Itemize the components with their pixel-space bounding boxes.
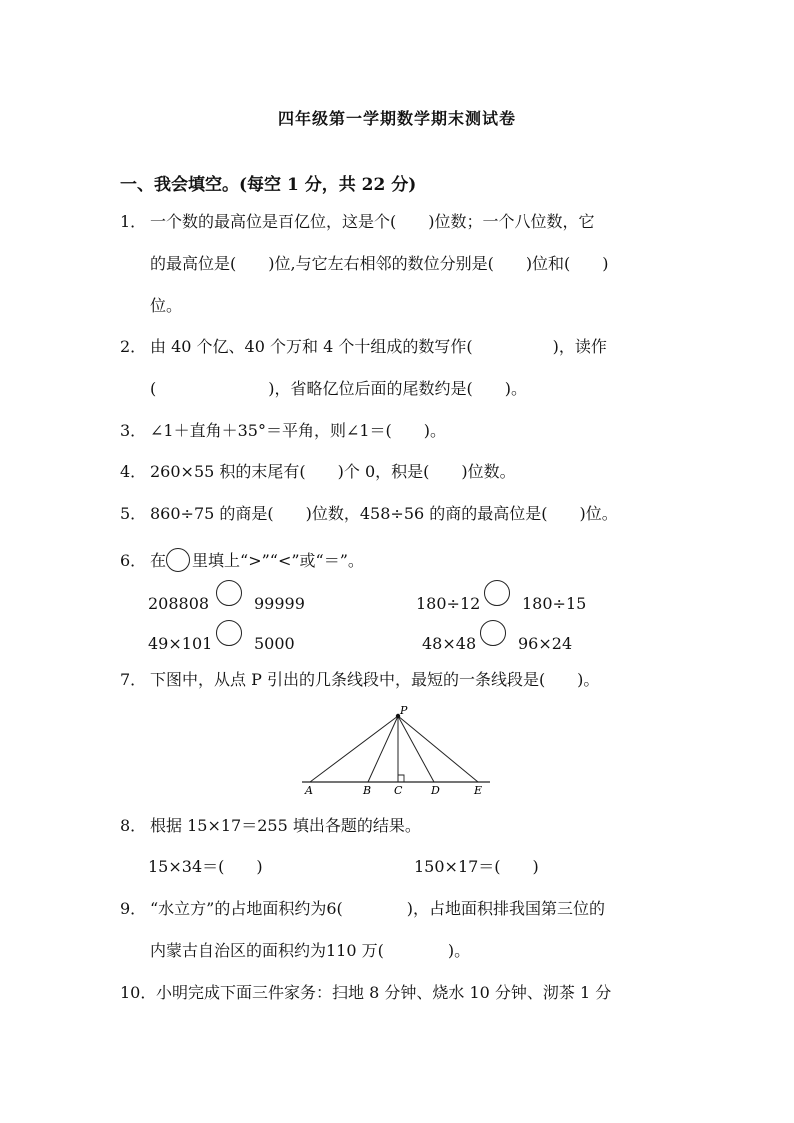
- question-number: 6．: [120, 551, 147, 570]
- question-7: [120, 670, 599, 690]
- compare-circle-input[interactable]: [216, 580, 242, 606]
- compare-right: 96×24: [518, 634, 573, 653]
- question-number: 7．: [120, 670, 147, 689]
- question-text: 260×55 积的末尾有( )个 0，积是( )位数。: [150, 462, 516, 481]
- question-number: 1．: [120, 212, 147, 231]
- compare-right: 99999: [254, 594, 305, 613]
- question-8: [120, 816, 421, 836]
- question-1: [120, 212, 595, 232]
- compare-right: 180÷15: [522, 594, 587, 613]
- question-9-line-2: 内蒙古自治区的面积约为110 万( )。: [150, 941, 471, 960]
- question-text: “水立方”的占地面积约为6( )，占地面积排我国第三位的: [150, 899, 606, 918]
- question-text: 一个数的最高位是百亿位，这是个( )位数；一个八位数，它: [150, 212, 595, 231]
- question-number: 4．: [120, 462, 147, 481]
- label-c: C: [394, 784, 403, 797]
- question-9: [120, 899, 605, 919]
- label-b: B: [363, 784, 372, 797]
- question-number: 9．: [120, 899, 147, 918]
- question-text: 下图中，从点 P 引出的几条线段中，最短的一条线段是( )。: [150, 670, 600, 689]
- question-suffix: 里填上“>”“<”或“＝”。: [192, 551, 364, 570]
- question-6: [120, 548, 364, 572]
- question-10: [120, 983, 611, 1003]
- question-5: [120, 504, 618, 524]
- question-number: 5．: [120, 504, 147, 523]
- question-3: [120, 421, 446, 441]
- question-1-line-3: 位。: [150, 296, 183, 315]
- question-4: [120, 462, 516, 482]
- circle-blank-icon: [166, 548, 190, 572]
- section-heading: 一、我会填空。(每空 1 分，共 22 分): [120, 175, 417, 195]
- compare-left: 49×101: [148, 634, 213, 653]
- label-p: P: [400, 704, 408, 717]
- question-text: 860÷75 的商是( )位数，458÷56 的商的最高位是( )位。: [150, 504, 618, 523]
- geometry-figure: [290, 700, 510, 800]
- question-number: 10．: [120, 983, 157, 1002]
- compare-right: 5000: [254, 634, 295, 653]
- compare-circle-input[interactable]: [484, 580, 510, 606]
- label-e: E: [474, 784, 483, 797]
- question-number: 8．: [120, 816, 147, 835]
- question-8-b: 150×17＝( ): [414, 857, 539, 876]
- question-prefix: 在: [150, 551, 167, 570]
- right-angle-mark: [398, 775, 404, 782]
- question-8-a: 15×34＝( ): [148, 857, 263, 876]
- compare-left: 180÷12: [416, 594, 481, 613]
- label-d: D: [431, 784, 440, 797]
- question-number: 2．: [120, 337, 147, 356]
- compare-circle-input[interactable]: [480, 620, 506, 646]
- segment-pa: [310, 716, 398, 782]
- question-text: 根据 15×17＝255 填出各题的结果。: [150, 816, 421, 835]
- segment-pd: [398, 716, 434, 782]
- compare-circle-input[interactable]: [216, 620, 242, 646]
- question-1-line-2: 的最高位是( )位,与它左右相邻的数位分别是( )位和( ): [150, 254, 609, 273]
- segment-pe: [398, 716, 478, 782]
- segment-pb: [368, 716, 398, 782]
- label-a: A: [305, 784, 313, 797]
- question-number: 3．: [120, 421, 147, 440]
- question-text: 小明完成下面三件家务：扫地 8 分钟、烧水 10 分钟、沏茶 1 分: [156, 983, 612, 1002]
- question-text: ∠1＋直角＋35°＝平角，则∠1＝( )。: [150, 421, 447, 440]
- page-title: 四年级第一学期数学期末测试卷: [277, 109, 516, 128]
- question-text: 由 40 个亿、40 个万和 4 个十组成的数写作( )，读作: [150, 337, 607, 356]
- compare-left: 208808: [148, 594, 210, 613]
- compare-left: 48×48: [422, 634, 477, 653]
- question-2: [120, 337, 607, 357]
- question-2-line-2: ( )，省略亿位后面的尾数约是( )。: [150, 379, 527, 398]
